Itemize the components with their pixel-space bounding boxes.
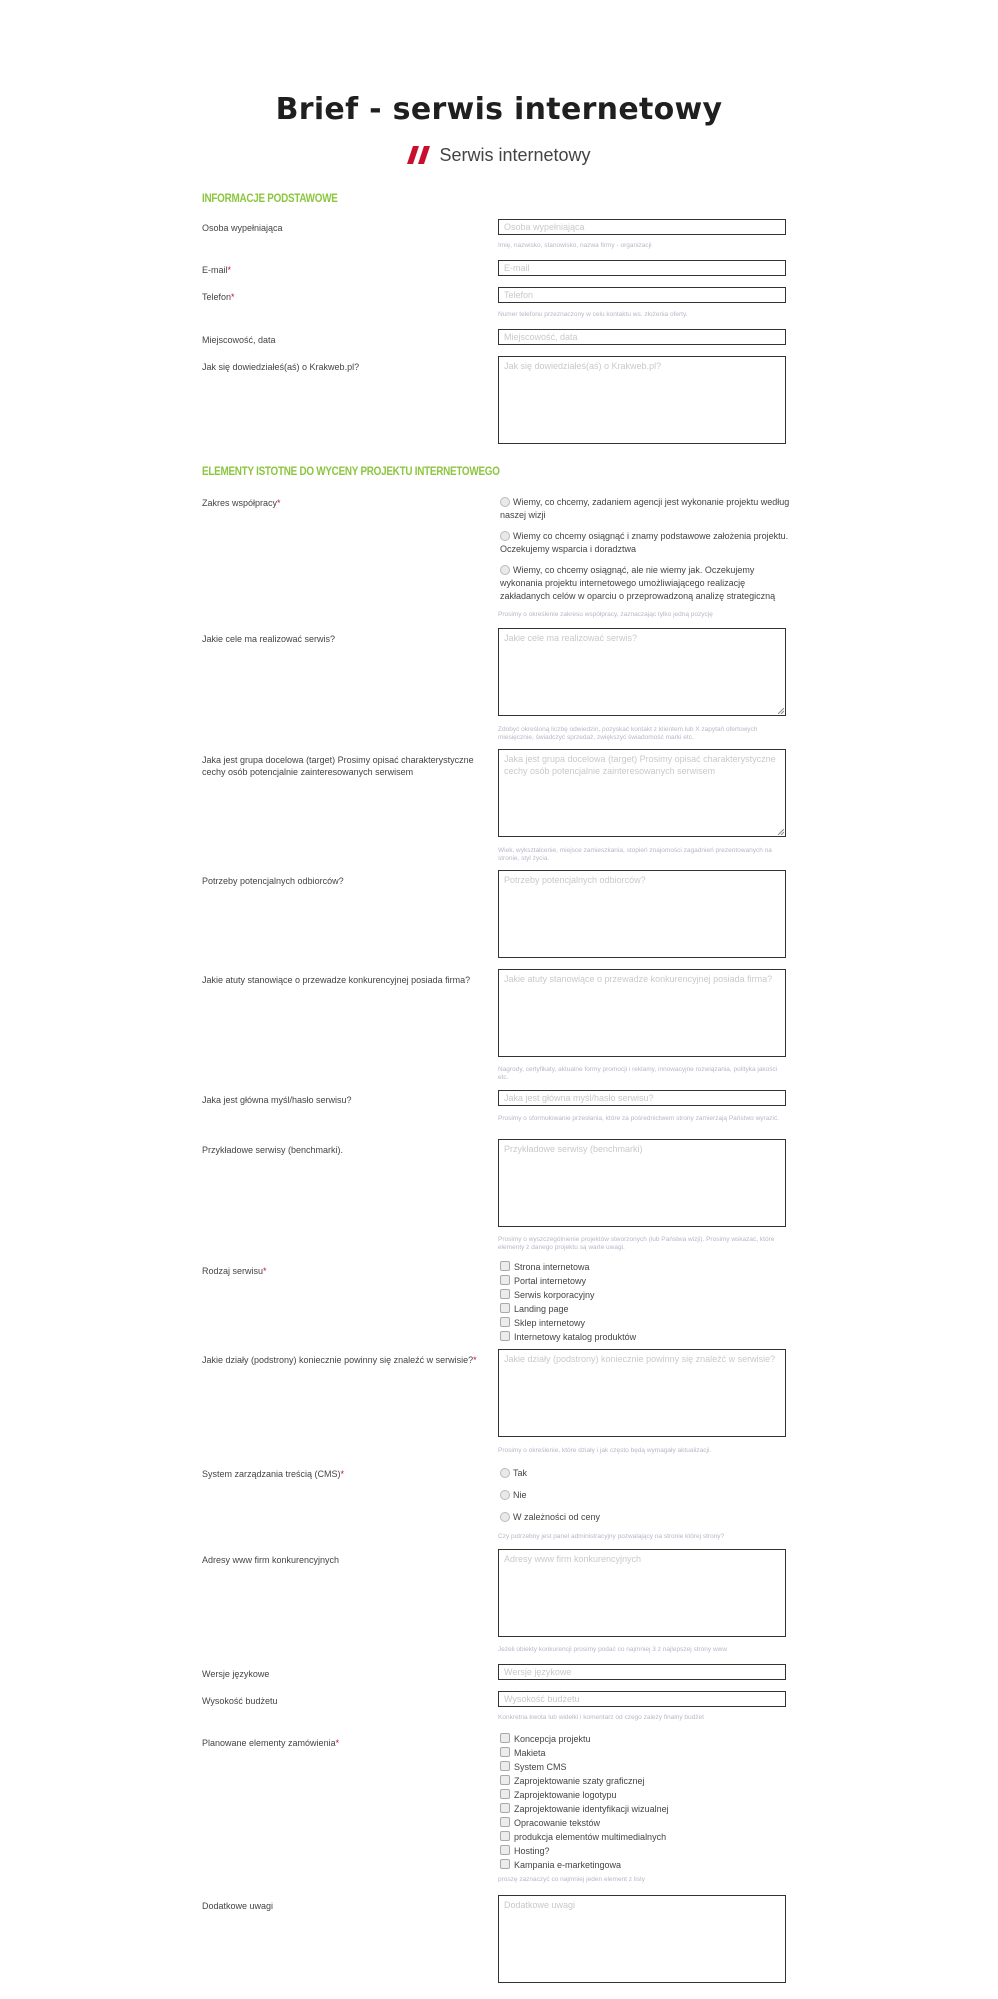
elements-option[interactable]: Opracowanie tekstów: [500, 1817, 790, 1829]
elements-option[interactable]: Zaprojektowanie szaty graficznej: [500, 1775, 790, 1787]
needs-textarea[interactable]: Potrzeby potencjalnych odbiorców?: [498, 870, 786, 958]
notes-label: Dodatkowe uwagi: [202, 1901, 274, 1911]
elements-label: Planowane elementy zamówienia*: [202, 1738, 340, 1748]
cms-option-no[interactable]: Nie: [500, 1489, 790, 1502]
checkbox[interactable]: [500, 1775, 510, 1785]
budget-input[interactable]: Wysokość budżetu: [498, 1691, 786, 1707]
subtitle-text: Serwis internetowy: [439, 144, 591, 165]
site-type-option[interactable]: Landing page: [500, 1303, 790, 1315]
site-type-option[interactable]: Portal internetowy: [500, 1275, 790, 1287]
target-help: Wiek, wykształcenie, miejsce zamieszkania, stopień znajomości zagadnień prezentowanych na stronie, styl życia.: [498, 847, 772, 862]
cms-label: System zarządzania treścią (CMS)*: [202, 1469, 345, 1479]
radio-circle[interactable]: [500, 565, 510, 575]
cms-option-depends[interactable]: W zależności od ceny: [500, 1511, 790, 1524]
person-input[interactable]: Osoba wypełniająca: [498, 219, 786, 235]
checkbox[interactable]: [500, 1733, 510, 1743]
checkbox[interactable]: [500, 1803, 510, 1813]
radio-circle[interactable]: [500, 1468, 510, 1478]
checkbox[interactable]: [500, 1331, 510, 1341]
radio-circle[interactable]: [500, 497, 510, 507]
scope-option-1[interactable]: Wiemy, co chcemy, zadaniem agencji jest wykonanie projektu według naszej wizji: [500, 497, 790, 520]
elements-option[interactable]: Zaprojektowanie identyfikacji wizualnej: [500, 1803, 790, 1815]
elements-option[interactable]: System CMS: [500, 1761, 790, 1773]
elements-option[interactable]: Zaprojektowanie logotypu: [500, 1789, 790, 1801]
checkbox[interactable]: [500, 1275, 510, 1285]
phone-label: Telefon*: [202, 292, 235, 302]
email-input[interactable]: E-mail: [498, 260, 786, 276]
elements-option[interactable]: Kampania e-marketingowa: [500, 1859, 790, 1871]
radio-circle[interactable]: [500, 531, 510, 541]
site-type-label: Rodzaj serwisu*: [202, 1266, 267, 1276]
source-textarea[interactable]: Jak się dowiedziałeś(aś) o Krakweb.pl?: [498, 356, 786, 444]
competitors-help: Jeżeli obiekty konkurencji prosimy podać co najmniej 3 z najlepszej strony www: [498, 1646, 728, 1653]
benchmarks-help: Prosimy o wyszczególnienie projektów stworzonych (lub Państwa wizji). Prosimy wskazać, które elementy z danego projektu są warte uwagi.: [498, 1236, 775, 1251]
competitors-textarea[interactable]: Adresy www firm konkurencyjnych: [498, 1549, 786, 1637]
checkbox[interactable]: [500, 1761, 510, 1771]
checkbox[interactable]: [500, 1303, 510, 1313]
advantages-label: Jakie atuty stanowiące o przewadze konkurencyjnej posiada firma?: [202, 975, 471, 985]
place-input[interactable]: Miejscowość, data: [498, 329, 786, 345]
section-title-basic-info: INFORMACJE PODSTAWOWE: [202, 193, 338, 205]
scope-option-2[interactable]: Wiemy co chcemy osiągnąć i znamy podstawowe założenia projektu. Oczekujemy wsparcia i doradztwa: [500, 531, 789, 554]
checkbox[interactable]: [500, 1831, 510, 1841]
scope-option-3[interactable]: Wiemy, co chcemy osiągnąć, ale nie wiemy jak. Oczekujemy wykonania projektu internetowego umożliwiającego realizację zakładanych celów w oparciu o przeprowadzoną analizę strategiczną: [500, 565, 776, 601]
elements-option[interactable]: Makieta: [500, 1747, 790, 1759]
languages-input[interactable]: Wersje językowe: [498, 1664, 786, 1680]
site-type-option[interactable]: Sklep internetowy: [500, 1317, 790, 1329]
checkbox[interactable]: [500, 1845, 510, 1855]
needs-label: Potrzeby potencjalnych odbiorców?: [202, 876, 344, 886]
advantages-textarea[interactable]: Jakie atuty stanowiące o przewadze konkurencyjnej posiada firma?: [498, 969, 786, 1057]
place-label: Miejscowość, data: [202, 335, 276, 345]
phone-help: Numer telefonu przeznaczony w celu kontaktu ws. złożenia oferty.: [498, 311, 688, 318]
notes-textarea[interactable]: Dodatkowe uwagi: [498, 1895, 786, 1983]
radio-circle[interactable]: [500, 1512, 510, 1522]
languages-label: Wersje językowe: [202, 1669, 270, 1679]
elements-option[interactable]: Koncepcja projektu: [500, 1733, 790, 1745]
slogan-label: Jaka jest główna myśl/hasło serwisu?: [202, 1095, 352, 1105]
elements-help: proszę zaznaczyć co najmniej jeden element z listy: [498, 1876, 646, 1883]
budget-help: Konkretna kwota lub widełki i komentarz od czego zależy finalny budżet: [498, 1714, 704, 1721]
checkbox[interactable]: [500, 1317, 510, 1327]
resize-handle-icon[interactable]: [778, 829, 784, 835]
checkbox[interactable]: [500, 1747, 510, 1757]
checkbox[interactable]: [500, 1289, 510, 1299]
person-help: Imię, nazwisko, stanowisko, nazwa firmy - organizacji: [498, 242, 652, 249]
benchmarks-label: Przykładowe serwisy (benchmarki).: [202, 1145, 344, 1155]
sections-textarea[interactable]: Jakie działy (podstrony) koniecznie powinny się znaleźć w serwisie?: [498, 1349, 786, 1437]
resize-handle-icon[interactable]: [778, 708, 784, 714]
phone-input[interactable]: Telefon: [498, 287, 786, 303]
target-textarea[interactable]: Jaka jest grupa docelowa (target) Prosimy opisać charakterystyczne cechy osób potencjalnie zainteresowanych serwisem: [498, 749, 786, 837]
elements-option[interactable]: Hosting?: [500, 1845, 790, 1857]
target-label: Jaka jest grupa docelowa (target) Prosimy opisać charakterystyczne cechy osób potencjalnie zainteresowanych serwisem: [202, 755, 474, 777]
sections-label: Jakie działy (podstrony) koniecznie powinny się znaleźć w serwisie?*: [202, 1355, 477, 1365]
elements-option[interactable]: produkcja elementów multimedialnych: [500, 1831, 790, 1843]
advantages-help: Nagrody, certyfikaty, aktualne formy promocji i reklamy, innowacyjne rozwiązania, polityka jakości etc.: [498, 1066, 778, 1081]
scope-label: Zakres współpracy*: [202, 498, 281, 508]
cms-help: Czy potrzebny jest panel administracyjny pozwalający na stronie której strony?: [498, 1533, 725, 1540]
goals-label: Jakie cele ma realizować serwis?: [202, 634, 336, 644]
cms-option-yes[interactable]: Tak: [500, 1467, 790, 1480]
email-label: E-mail*: [202, 265, 232, 275]
double-slash-logo-icon: [407, 146, 431, 164]
competitors-label: Adresy www firm konkurencyjnych: [202, 1555, 340, 1565]
page-subtitle: [0, 144, 998, 166]
goals-help: Zdobyć określoną liczbę odwiedzin, pozyskać kontakt z klientem lub X zapytań ofertowych miesięcznie, świadczyć sprzedaż, zwiększyć świadomość marki etc.: [498, 726, 758, 741]
checkbox[interactable]: [500, 1817, 510, 1827]
checkbox[interactable]: [500, 1789, 510, 1799]
budget-label: Wysokość budżetu: [202, 1696, 278, 1706]
scope-help: Prosimy o określenie zakresu współpracy, zaznaczając tylko jedną pozycję: [498, 611, 713, 618]
checkbox[interactable]: [500, 1859, 510, 1869]
source-label: Jak się dowiedziałeś(aś) o Krakweb.pl?: [202, 362, 360, 372]
radio-circle[interactable]: [500, 1490, 510, 1500]
site-type-option[interactable]: Strona internetowa: [500, 1261, 790, 1273]
page-title: Brief - serwis internetowy: [275, 92, 723, 127]
slogan-input[interactable]: Jaka jest główna myśl/hasło serwisu?: [498, 1090, 786, 1106]
benchmarks-textarea[interactable]: Przykładowe serwisy (benchmarki): [498, 1139, 786, 1227]
person-label: Osoba wypełniająca: [202, 223, 283, 233]
site-type-option[interactable]: Internetowy katalog produktów: [500, 1331, 790, 1343]
site-type-option[interactable]: Serwis korporacyjny: [500, 1289, 790, 1301]
goals-textarea[interactable]: Jakie cele ma realizować serwis?: [498, 628, 786, 716]
section-title-pricing-elements: ELEMENTY ISTOTNE DO WYCENY PROJEKTU INTERNETOWEGO: [202, 466, 500, 478]
checkbox[interactable]: [500, 1261, 510, 1271]
sections-help: Prosimy o określenie, które działy i jak często będą wymagały aktualizacji.: [498, 1447, 712, 1454]
slogan-help: Prosimy o sformułowanie przesłania, które za pośrednictwem strony zamierzają Państwo wyrazić.: [498, 1115, 780, 1122]
